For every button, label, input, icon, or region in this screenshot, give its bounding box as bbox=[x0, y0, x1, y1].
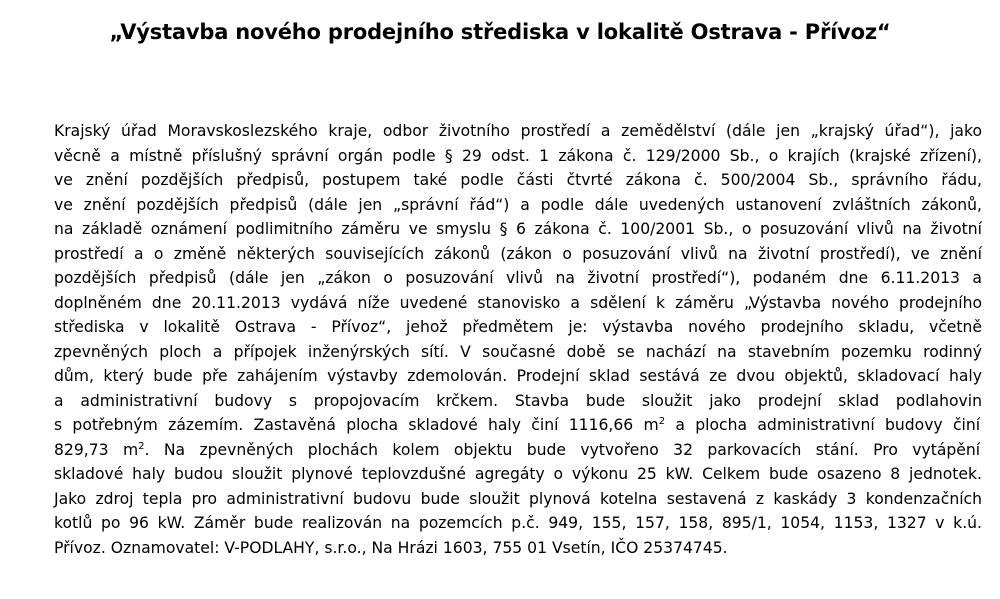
body-line: pozdějších předpisů (dále jen „zákon o posuzování vlivů na životní prostředí“), podaném dne 6.11.2013 a bbox=[54, 269, 982, 287]
superscript-exponent: 2 bbox=[658, 416, 666, 427]
document-title: „Výstavba nového prodejního střediska v lokalitě Ostrava - Přívoz“ bbox=[109, 20, 891, 44]
body-line-segment: . Na zpevněných plochách kolem objektu bude vytvořeno 32 parkovacích stání. Pro vytápění bbox=[144, 440, 981, 459]
body-line-segment: 829,73 m bbox=[54, 440, 139, 459]
body-line: kotlů po 96 kW. Záměr bude realizován na pozemcích p.č. 949, 155, 157, 158, 895/1, 1054, 1153, 1327 v k.ú. bbox=[54, 514, 982, 532]
superscript-exponent: 2 bbox=[138, 440, 145, 452]
body-line: na základě oznámení podlimitního záměru ve smyslu § 6 zákona č. 100/2001 Sb., o posuzování vlivů na životní bbox=[54, 220, 982, 238]
body-line: prostředí a o změně některých souvisejících zákonů (zákon o posuzování vlivů na životní prostředí), ve znění bbox=[54, 244, 982, 263]
body-line: ve znění pozdějších předpisů (dále jen „správní řád“) a podle dále uvedených ustanovení zvláštních zákonů, bbox=[54, 195, 982, 214]
body-line: doplněném dne 20.11.2013 vydává níže uvedené stanovisko a sdělení k záměru „Výstavba nového prodejního bbox=[54, 293, 982, 312]
body-line: ve znění pozdějších předpisů, postupem také podle části čtvrté zákona č. 500/2004 Sb., správního řádu, bbox=[54, 171, 982, 189]
body-line: Přívoz. Oznamovatel: V-PODLAHY, s.r.o., Na Hrázi 1603, 755 01 Vsetín, IČO 25374745. bbox=[54, 538, 728, 557]
body-line: a administrativní budovy s propojovacím krčkem. Stavba bude sloužit jako prodejní sklad podlahovin bbox=[54, 391, 982, 410]
body-line: skladové haly budou sloužit plynové teplovzdušné agregáty o výkonu 25 kW. Celkem bude osazeno 8 jednotek. bbox=[54, 465, 982, 483]
body-line: dům, který bude pře zahájením výstavby zdemolován. Prodejní sklad sestává ze dvou objektů, skladovací haly bbox=[54, 367, 982, 385]
body-line: střediska v lokalitě Ostrava - Přívoz“, jehož předmětem je: výstavba nového prodejního skladu, včetně bbox=[54, 318, 982, 336]
body-line: věcně a místně příslušný správní orgán podle § 29 odst. 1 zákona č. 129/2000 Sb., o krajích (krajské zřízení), bbox=[54, 146, 982, 165]
body-line-with-superscript bbox=[54, 438, 982, 463]
body-line-segment: a plocha administrativní budovy činí bbox=[665, 416, 981, 434]
body-line-segment: s potřebným zázemím. Zastavěná plocha skladové haly činí 1116,66 m bbox=[54, 416, 659, 434]
body-line-with-superscript bbox=[54, 413, 982, 438]
document-body-paragraph bbox=[54, 119, 982, 560]
body-line: zpevněných ploch a přípojek inženýrských sítí. V současné době se nachází na stavebním pozemku rodinný bbox=[54, 342, 982, 361]
body-line: Jako zdroj tepla pro administrativní budovu bude sloužit plynová kotelna sestavená z kaskády 3 kondenzačních bbox=[54, 489, 982, 508]
body-line: Krajský úřad Moravskoslezského kraje, odbor životního prostředí a zemědělství (dále jen „krajský úřad“), jako bbox=[54, 122, 982, 140]
